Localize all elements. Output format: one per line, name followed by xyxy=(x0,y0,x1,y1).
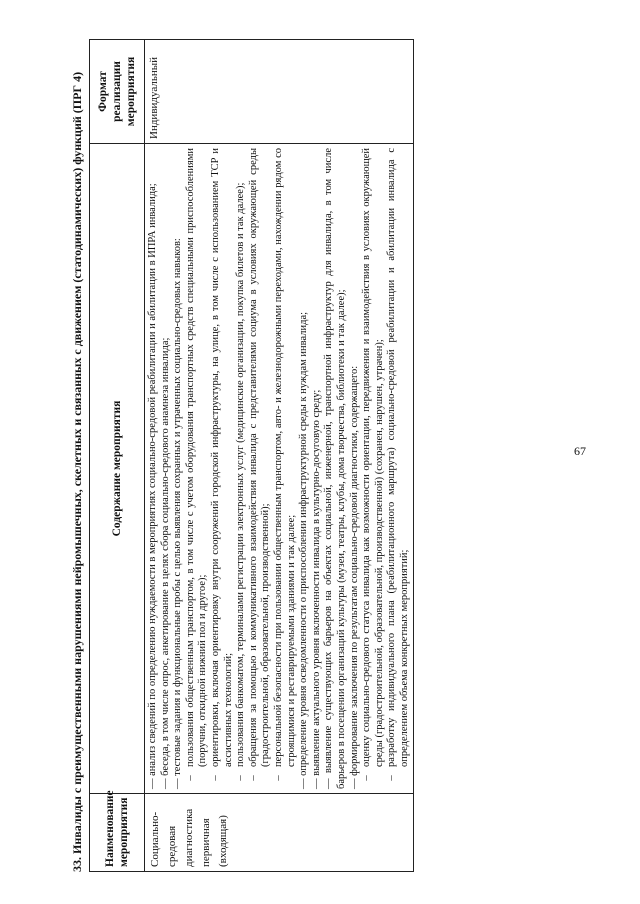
content-item: — анализ сведений по определению нуждаемости в мероприятиях социально-средовой реабилитации и абилитации в ИПРА инвалида; xyxy=(147,183,158,789)
content-subitem xyxy=(235,148,248,789)
measures-table xyxy=(89,39,414,872)
subitem-text: ориентировки, включая ориентировку внутри сооружений городской инфраструктуры, на улице, в том числе с использованием ТСР и ассистивных технологий; xyxy=(209,148,234,767)
header-format: Формат реализации мероприятия xyxy=(90,40,145,144)
subitem-dash: – xyxy=(386,775,398,781)
section-heading: 33. Инвалиды с преимущественными нарушениями нейромышечных, скелетных и связанных с движением (статодинамических) функций (ПРГ 4) xyxy=(70,71,84,872)
subitem-dash: – xyxy=(272,775,284,781)
header-name: Наименование мероприятия xyxy=(90,794,145,872)
page-number: 67 xyxy=(574,444,586,458)
subitem-text: персональной безопасности при пользовании общественным транспортом, авто- и железнодорожными переходами, нахождении рядом со строящимися и реставрируемыми зданиями и так далее; xyxy=(272,148,297,767)
content-subitem xyxy=(185,148,210,789)
measure-content xyxy=(145,144,414,794)
table-row xyxy=(145,40,414,872)
subitem-text: пользования банкоматом, терминалами регистрации электронных услуг (медицинские организации, покупка билетов и так далее); xyxy=(235,182,247,767)
subitem-text: обращения за помощью и коммуникативного взаимодействия инвалида с представителями социума в условиях окружающей среды (градостроительной, образовательной, производственной); xyxy=(247,148,272,767)
subitem-text: разработку индивидуального плана (реабилитационного маршрута) социально-средовой реабилитации и абилитации инвалида с определением объема конкретных мероприятий; xyxy=(386,148,410,767)
subitem-text: оценку социально-средового статуса инвалида как возможности ориентации, передвижения и взаимодействия в условиях окружающей среды (градостроительной, образовательной, производственной) (сохранен, нарушен, утрачен); xyxy=(361,148,385,767)
content-item: — формирование заключения по результатам социально-средовой диагностики, содержащего: xyxy=(348,365,360,789)
content-item: — выявление актуального уровня включенности инвалида в культурно-досуговую среду; xyxy=(310,389,322,789)
subitem-dash: – xyxy=(247,775,259,781)
header-content: Содержание мероприятия xyxy=(90,144,145,794)
subitem-dash: – xyxy=(184,775,196,781)
content-subitem xyxy=(273,148,298,789)
content-item: — беседа, в том числе опрос, анкетирование в целях сбора социально-средового анамнеза инвалида; xyxy=(159,337,171,789)
subitem-text: пользования общественным транспортом, в том числе с учетом оборудования транспортных средств специальными приспособлениями (поручни, откидной нижний пол и другое); xyxy=(184,148,209,767)
measure-format: Индивидуальный xyxy=(145,40,414,144)
content-item: — тестовые задания и функциональные пробы с целью выявления сохранных и утраченных социально-средовых навыков: xyxy=(172,238,184,789)
measure-name: Социально-средовая диагностика первичная (входящая) xyxy=(145,794,414,872)
content-subitem xyxy=(386,148,411,789)
subitem-dash: – xyxy=(361,775,373,781)
content-subitem xyxy=(248,148,273,789)
content-item: — определение уровня осведомленности о приспособлении инфраструктурной среды к нуждам инвалида; xyxy=(298,311,310,789)
rotated-content xyxy=(70,40,600,872)
subitem-dash: – xyxy=(209,775,221,781)
content-subitem xyxy=(210,148,235,789)
content-item: — выявление существующих барьеров на объектах социальной, инженерной, транспортной инфраструктур для инвалида, в том числе барьеров в посещении организаций культуры (музеи, театры, клубы, дома творчества, библиотеки и так далее); xyxy=(323,148,347,789)
table-header-row xyxy=(90,40,145,872)
subitem-dash: – xyxy=(235,775,247,781)
content-subitem xyxy=(361,148,386,789)
